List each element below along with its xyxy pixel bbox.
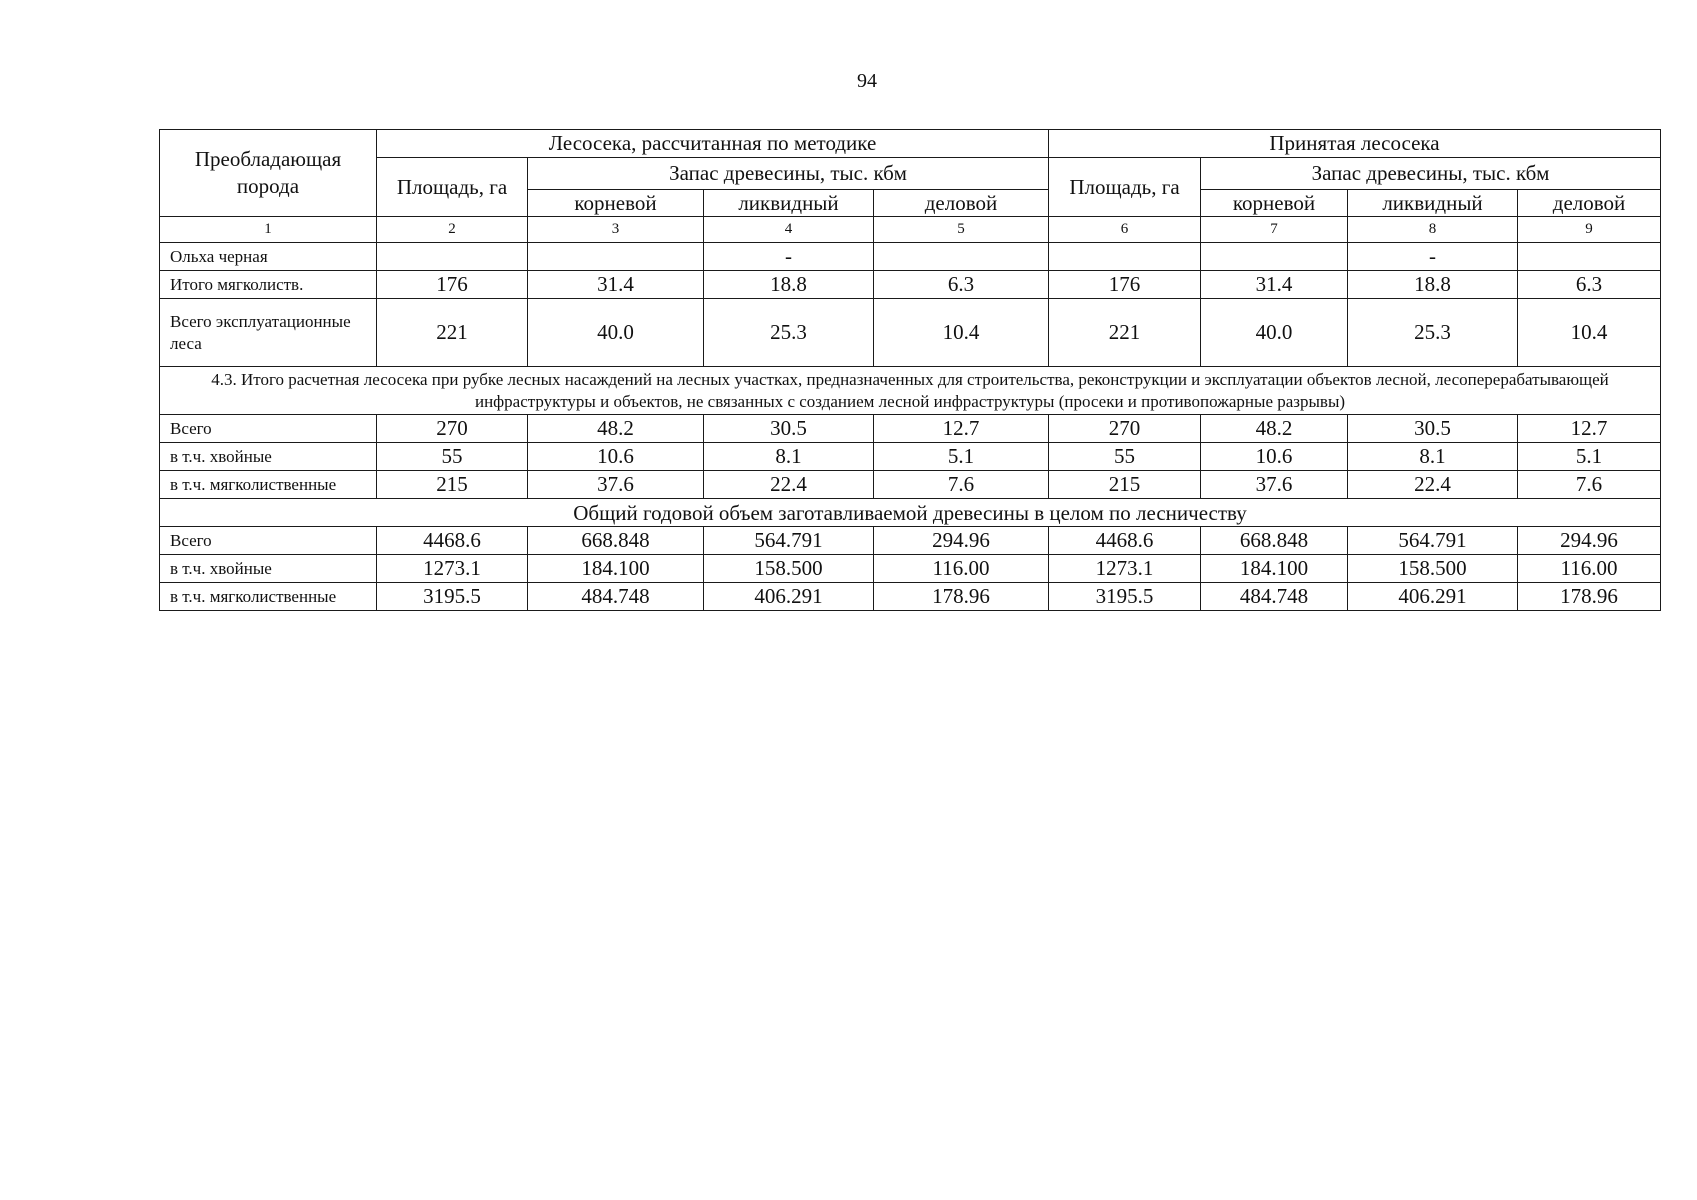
table-cell: 484.748 xyxy=(1201,583,1348,611)
header-area-accepted: Площадь, га xyxy=(1049,158,1201,217)
table-row xyxy=(160,243,1661,271)
column-number: 1 xyxy=(160,217,377,243)
header-liquid-accepted: ликвидный xyxy=(1348,190,1518,217)
table-cell: 5.1 xyxy=(874,443,1049,471)
row-label: Всего эксплуатационные леса xyxy=(160,299,377,367)
table-cell: 22.4 xyxy=(704,471,874,499)
table-cell: 30.5 xyxy=(1348,415,1518,443)
table-cell: - xyxy=(704,243,874,271)
table-cell: 1273.1 xyxy=(1049,555,1201,583)
table-cell: 40.0 xyxy=(1201,299,1348,367)
table-cell: 178.96 xyxy=(874,583,1049,611)
table-cell xyxy=(377,243,528,271)
table-cell: 564.791 xyxy=(704,527,874,555)
table-cell: 176 xyxy=(1049,271,1201,299)
table-cell: 3195.5 xyxy=(377,583,528,611)
table-cell: 4468.6 xyxy=(1049,527,1201,555)
table-cell: 12.7 xyxy=(1518,415,1661,443)
table-cell: 3195.5 xyxy=(1049,583,1201,611)
table-cell: 406.291 xyxy=(1348,583,1518,611)
column-number: 9 xyxy=(1518,217,1661,243)
table-cell: 37.6 xyxy=(528,471,704,499)
header-liquid-calculated: ликвидный xyxy=(704,190,874,217)
table-cell xyxy=(528,243,704,271)
header-business-calculated: деловой xyxy=(874,190,1049,217)
table-row xyxy=(160,271,1661,299)
table-cell xyxy=(1049,243,1201,271)
column-numbers-row xyxy=(160,217,1661,243)
table-cell: 25.3 xyxy=(1348,299,1518,367)
section-heading-row xyxy=(160,367,1661,415)
table-cell: 18.8 xyxy=(1348,271,1518,299)
table-cell: 6.3 xyxy=(874,271,1049,299)
row-label: в т.ч. мягколиственные xyxy=(160,583,377,611)
column-number: 4 xyxy=(704,217,874,243)
header-species: Преобладающая порода xyxy=(160,130,377,217)
table-cell: 116.00 xyxy=(1518,555,1661,583)
table-cell: 10.6 xyxy=(1201,443,1348,471)
column-number: 7 xyxy=(1201,217,1348,243)
column-number: 5 xyxy=(874,217,1049,243)
table-cell: 10.4 xyxy=(1518,299,1661,367)
table-cell: 10.6 xyxy=(528,443,704,471)
table-cell: 116.00 xyxy=(874,555,1049,583)
header-group-accepted: Принятая лесосека xyxy=(1049,130,1661,158)
header-stock-calculated: Запас древесины, тыс. кбм xyxy=(528,158,1049,190)
header-group-calculated: Лесосека, рассчитанная по методике xyxy=(377,130,1049,158)
allowable-cut-table xyxy=(159,129,1661,611)
table-cell: 176 xyxy=(377,271,528,299)
table-cell: 37.6 xyxy=(1201,471,1348,499)
header-row-groups xyxy=(160,130,1661,158)
table-cell: 4468.6 xyxy=(377,527,528,555)
column-number: 2 xyxy=(377,217,528,243)
table-cell: 270 xyxy=(377,415,528,443)
table-cell: 6.3 xyxy=(1518,271,1661,299)
row-label: в т.ч. хвойные xyxy=(160,443,377,471)
column-number: 8 xyxy=(1348,217,1518,243)
table-cell xyxy=(874,243,1049,271)
row-label: в т.ч. хвойные xyxy=(160,555,377,583)
table-cell: 48.2 xyxy=(1201,415,1348,443)
table-row xyxy=(160,555,1661,583)
table-row xyxy=(160,299,1661,367)
table-cell: 668.848 xyxy=(1201,527,1348,555)
table-cell: 8.1 xyxy=(1348,443,1518,471)
table-cell: 184.100 xyxy=(528,555,704,583)
row-label: Итого мягколиств. xyxy=(160,271,377,299)
column-number: 3 xyxy=(528,217,704,243)
header-row-sub xyxy=(160,158,1661,190)
page-number: 94 xyxy=(857,70,877,92)
row-label: Всего xyxy=(160,527,377,555)
column-number: 6 xyxy=(1049,217,1201,243)
row-label: Ольха черная xyxy=(160,243,377,271)
table-cell: 12.7 xyxy=(874,415,1049,443)
table-cell: 294.96 xyxy=(874,527,1049,555)
table-cell xyxy=(1201,243,1348,271)
table-cell: 484.748 xyxy=(528,583,704,611)
table-row xyxy=(160,527,1661,555)
table-cell: 40.0 xyxy=(528,299,704,367)
table-cell: 178.96 xyxy=(1518,583,1661,611)
table-cell: 5.1 xyxy=(1518,443,1661,471)
table-cell: 48.2 xyxy=(528,415,704,443)
table-cell: 31.4 xyxy=(1201,271,1348,299)
table-row xyxy=(160,443,1661,471)
table-cell: 31.4 xyxy=(528,271,704,299)
table-cell: 7.6 xyxy=(1518,471,1661,499)
header-area-calculated: Площадь, га xyxy=(377,158,528,217)
table-cell: 30.5 xyxy=(704,415,874,443)
table-cell: 8.1 xyxy=(704,443,874,471)
header-root-calculated: корневой xyxy=(528,190,704,217)
section-heading-row xyxy=(160,499,1661,527)
table-cell: 564.791 xyxy=(1348,527,1518,555)
table-cell: 294.96 xyxy=(1518,527,1661,555)
header-stock-accepted: Запас древесины, тыс. кбм xyxy=(1201,158,1661,190)
row-label: Всего xyxy=(160,415,377,443)
header-root-accepted: корневой xyxy=(1201,190,1348,217)
table-cell: 7.6 xyxy=(874,471,1049,499)
table-cell: - xyxy=(1348,243,1518,271)
table-cell: 22.4 xyxy=(1348,471,1518,499)
table-cell: 10.4 xyxy=(874,299,1049,367)
table-row xyxy=(160,415,1661,443)
header-business-accepted: деловой xyxy=(1518,190,1661,217)
table-cell: 25.3 xyxy=(704,299,874,367)
table-cell: 221 xyxy=(1049,299,1201,367)
table-cell: 1273.1 xyxy=(377,555,528,583)
table-cell: 18.8 xyxy=(704,271,874,299)
table-row xyxy=(160,471,1661,499)
table-cell: 215 xyxy=(377,471,528,499)
table-cell: 215 xyxy=(1049,471,1201,499)
table-cell: 184.100 xyxy=(1201,555,1348,583)
table-cell: 270 xyxy=(1049,415,1201,443)
table-cell: 221 xyxy=(377,299,528,367)
table-cell: 158.500 xyxy=(704,555,874,583)
table-cell xyxy=(1518,243,1661,271)
table-cell: 55 xyxy=(1049,443,1201,471)
table-cell: 668.848 xyxy=(528,527,704,555)
table-cell: 406.291 xyxy=(704,583,874,611)
section-heading-total: Общий годовой объем заготавливаемой древесины в целом по лесничеству xyxy=(160,499,1661,527)
row-label: в т.ч. мягколиственные xyxy=(160,471,377,499)
table-row xyxy=(160,583,1661,611)
table-cell: 55 xyxy=(377,443,528,471)
section-heading-4-3: 4.3. Итого расчетная лесосека при рубке лесных насаждений на лесных участках, предназначенных для строительства, реконструкции и эксплуатации объектов лесной, лесоперерабатывающей инфраструктуры и объектов, не связанных с созданием лесной инфраструктуры (просеки и противопожарные разрывы) xyxy=(160,367,1661,415)
table-cell: 158.500 xyxy=(1348,555,1518,583)
